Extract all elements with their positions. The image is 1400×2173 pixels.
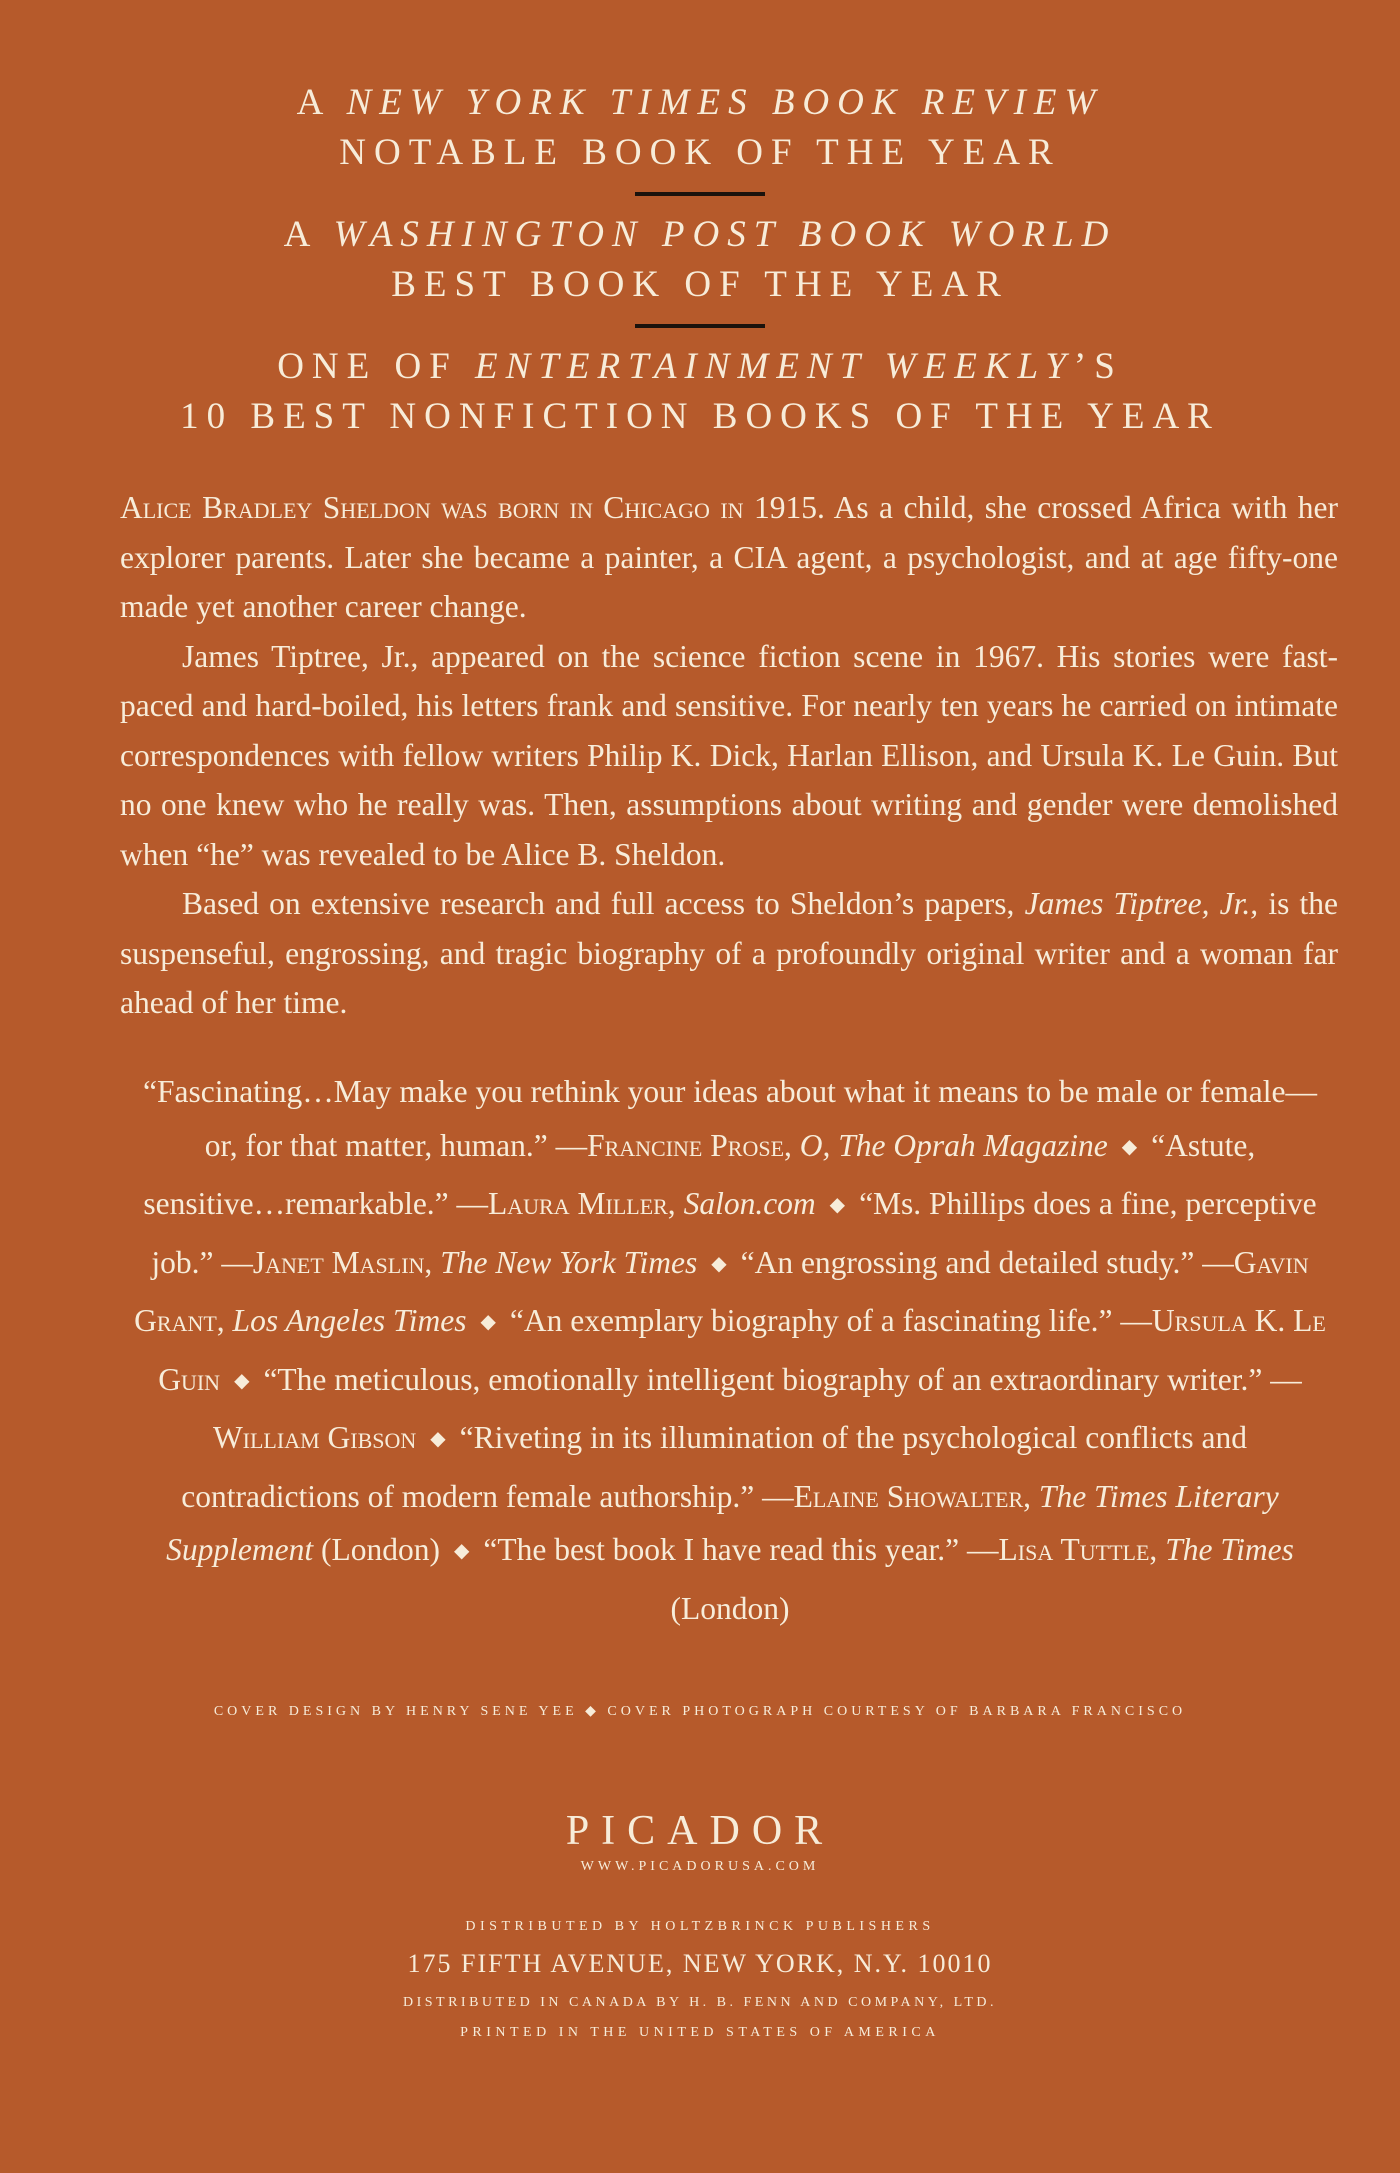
quote-8: “The best book I have read this year.” —Lisa Tuttle, The Times (London) [483, 1532, 1294, 1626]
diamond-separator: ◆ [711, 1252, 727, 1275]
cover-credits: COVER DESIGN BY HENRY SENE YEE ◆ COVER PHOTOGRAPH COURTESY OF BARBARA FRANCISCO [213, 1704, 1187, 1719]
award-1-line-1: A NEW YORK TIMES BOOK REVIEW [296, 82, 1104, 123]
award-1-line-2: NOTABLE BOOK OF THE YEAR [339, 132, 1061, 173]
description-paragraph-2: James Tiptree, Jr., appeared on the science fiction scene in 1967. His stories were fast-paced and hard-boiled, his letters frank and sensitive. For nearly ten years he carried on intimate correspondences with fellow writers Philip K. Dick, Harlan Ellison, and Ursula K. Le Guin. But no one knew who he really was. Then, assumptions about writing and gender were demolished when “he” was revealed to be Alice B. Sheldon. [120, 638, 1338, 872]
diamond-separator: ◆ [453, 1540, 470, 1562]
publisher-url: WWW.PICADORUSA.COM [580, 1859, 820, 1874]
award-3-line-1: ONE OF ENTERTAINMENT WEEKLY’S [277, 346, 1123, 387]
diamond-separator: ◆ [480, 1311, 496, 1333]
divider-rule [635, 324, 765, 328]
publisher-address: 175 FIFTH AVENUE, NEW YORK, N.Y. 10010 [407, 1949, 993, 1978]
quote-1: “Fascinating…May make you rethink your ideas about what it means to be male or female—or, for that matter, human.” —Francine Prose, O, The Oprah Magazine [143, 1074, 1317, 1163]
award-3-publication: ENTERTAINMENT WEEKLY [475, 346, 1074, 387]
publisher-name: PICADOR [565, 1808, 835, 1854]
award-2-publication: WASHINGTON POST BOOK WORLD [333, 214, 1117, 255]
book-title: James Tiptree, Jr., [1024, 886, 1259, 921]
printed-in-line: PRINTED IN THE UNITED STATES OF AMERICA [460, 2025, 940, 2040]
quote-2: “Astute, sensitive…remarkable.” —Laura Miller, Salon.com [143, 1127, 1256, 1221]
publisher-block [0, 1805, 1400, 2041]
canada-distributor-line: DISTRIBUTED IN CANADA BY H. B. FENN AND COMPANY, LTD. [402, 1995, 997, 2010]
award-2-line-1: A WASHINGTON POST BOOK WORLD [283, 214, 1117, 255]
award-1-publication: NEW YORK TIMES BOOK REVIEW [346, 82, 1104, 123]
quote-7: “Riveting in its illumination of the psychological conflicts and contradictions of modern female authorship.” —Elaine Showalter, The Times Literary Supplement (London) [166, 1420, 1279, 1567]
description-lead-in: Alice Bradley Sheldon was born in Chicago in 1915. [120, 490, 825, 525]
description-paragraph-1: Alice Bradley Sheldon was born in Chicago in 1915. As a child, she crossed Africa with her explorer parents. Later she became a painter, a CIA agent, a psychologist, and at age fifty-one made yet another career change. [120, 490, 1339, 624]
award-3-line-2: 10 BEST NONFICTION BOOKS OF THE YEAR [180, 396, 1220, 437]
diamond-separator: ◆ [430, 1428, 446, 1450]
diamond-separator: ◆ [1121, 1135, 1138, 1158]
quote-6: “The meticulous, emotionally intelligent biography of an extraordinary writer.” —William Gibson [212, 1361, 1302, 1455]
divider-rule [635, 192, 765, 196]
description-paragraph-3: Based on extensive research and full access to Sheldon’s papers, James Tiptree, Jr., is the suspenseful, engrossing, and tragic biography of a profoundly original writer and a woman far ahead of her time. [120, 886, 1338, 1020]
quote-3: “Ms. Phillips does a fine, perceptive job.” —Janet Maslin, The New York Times [151, 1186, 1317, 1280]
distributor-line: DISTRIBUTED BY HOLTZBRINCK PUBLISHERS [465, 1919, 935, 1934]
award-2-line-2: BEST BOOK OF THE YEAR [391, 264, 1009, 305]
quote-5: “An exemplary biography of a fascinating life.” —Ursula K. Le Guin [158, 1303, 1326, 1397]
review-quotes [130, 1065, 1330, 1635]
quote-4: “An engrossing and detailed study.” —Gavin Grant, Los Angeles Times [134, 1244, 1309, 1338]
book-description [120, 483, 1338, 1028]
diamond-separator: ◆ [234, 1369, 250, 1392]
diamond-separator: ◆ [829, 1194, 846, 1216]
awards-section [0, 78, 1400, 442]
